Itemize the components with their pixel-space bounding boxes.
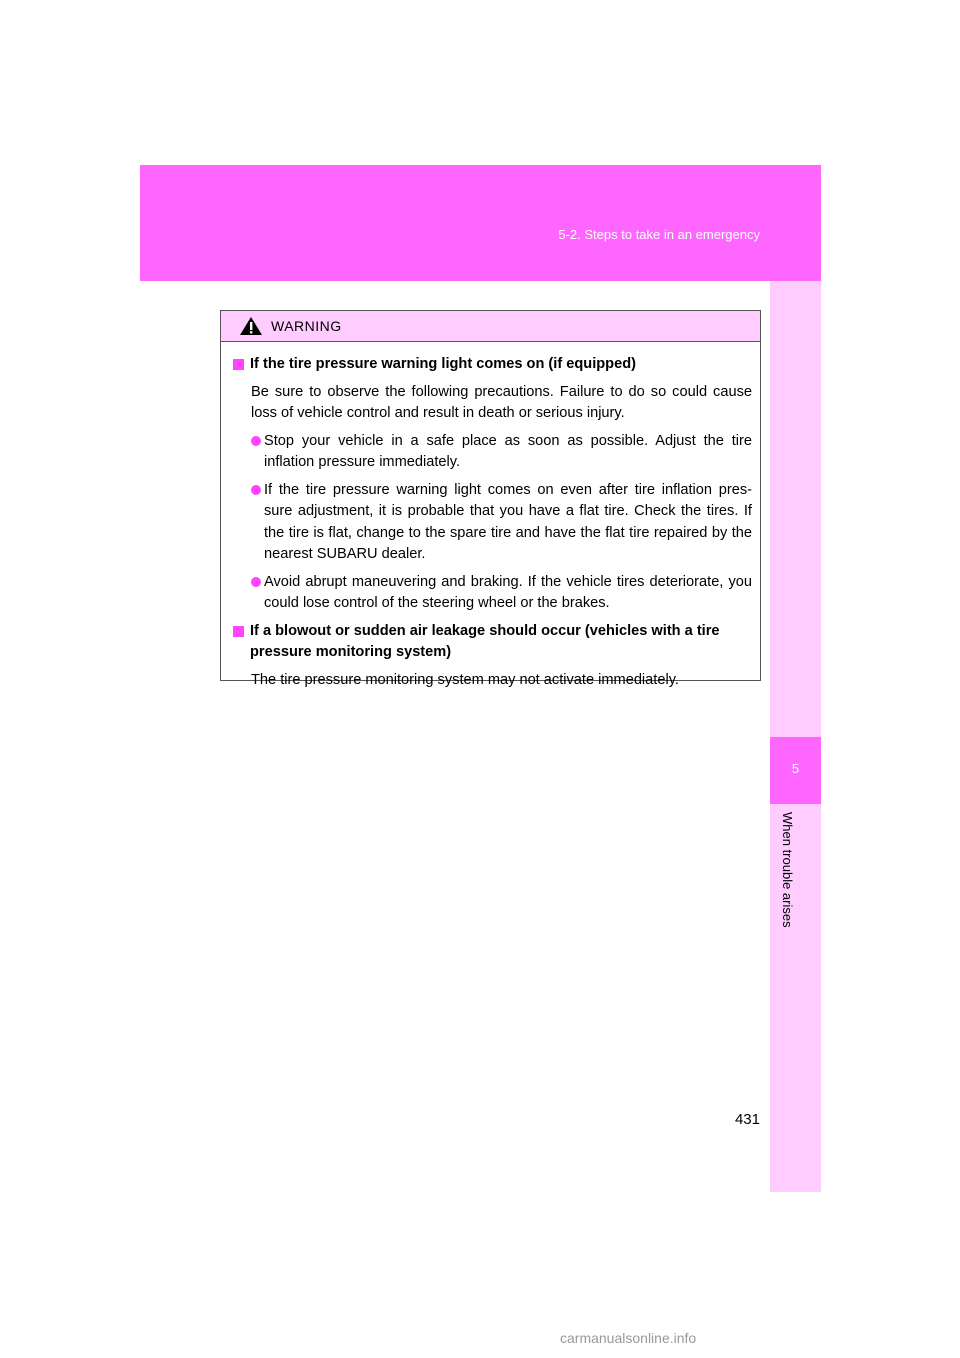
chapter-title: When trouble arises <box>780 812 795 928</box>
page-number: 431 <box>734 1111 760 1128</box>
square-bullet-icon <box>233 359 244 370</box>
round-bullet-icon <box>251 485 261 495</box>
warning-label: WARNING <box>271 318 342 334</box>
square-bullet-icon <box>233 626 244 637</box>
section-title: 5-2. Steps to take in an emergency <box>558 227 760 242</box>
header-band <box>140 165 821 281</box>
chapter-number: 5 <box>791 761 800 776</box>
round-bullet-icon <box>251 436 261 446</box>
warning-body <box>221 342 760 691</box>
chapter-tab <box>770 737 821 804</box>
warning-triangle-icon <box>239 316 263 336</box>
list-item: If the tire pressure warning light comes on even after tire inflation pres- sure adjustment, it is probable that you have a flat tire. Check the tires. If the tire is flat, change to the spare tire and have the flat tire repaired by the nearest SUBARU dealer. <box>233 480 752 566</box>
list-item: Stop your vehicle in a safe place as soon as possible. Adjust the tire inflation pressure immediately. <box>233 431 752 474</box>
list-item: Avoid abrupt maneuvering and braking. If the vehicle tires deteriorate, you could lose control of the steering wheel or the brakes. <box>233 572 752 615</box>
section-intro: Be sure to observe the following precautions. Failure to do so could cause loss of vehicle control and result in death or serious injury. <box>251 383 752 421</box>
round-bullet-icon <box>251 577 261 587</box>
section-intro: The tire pressure monitoring system may not activate immediately. <box>251 671 679 688</box>
warning-header <box>221 311 760 342</box>
warning-box <box>220 310 761 688</box>
watermark: carmanualsonline.info <box>560 1330 697 1346</box>
section-heading: If a blowout or sudden air leakage should occur (vehicles with a tire pressure monitoring system) <box>233 621 752 664</box>
section-heading: If the tire pressure warning light comes on (if equipped) <box>233 354 752 376</box>
